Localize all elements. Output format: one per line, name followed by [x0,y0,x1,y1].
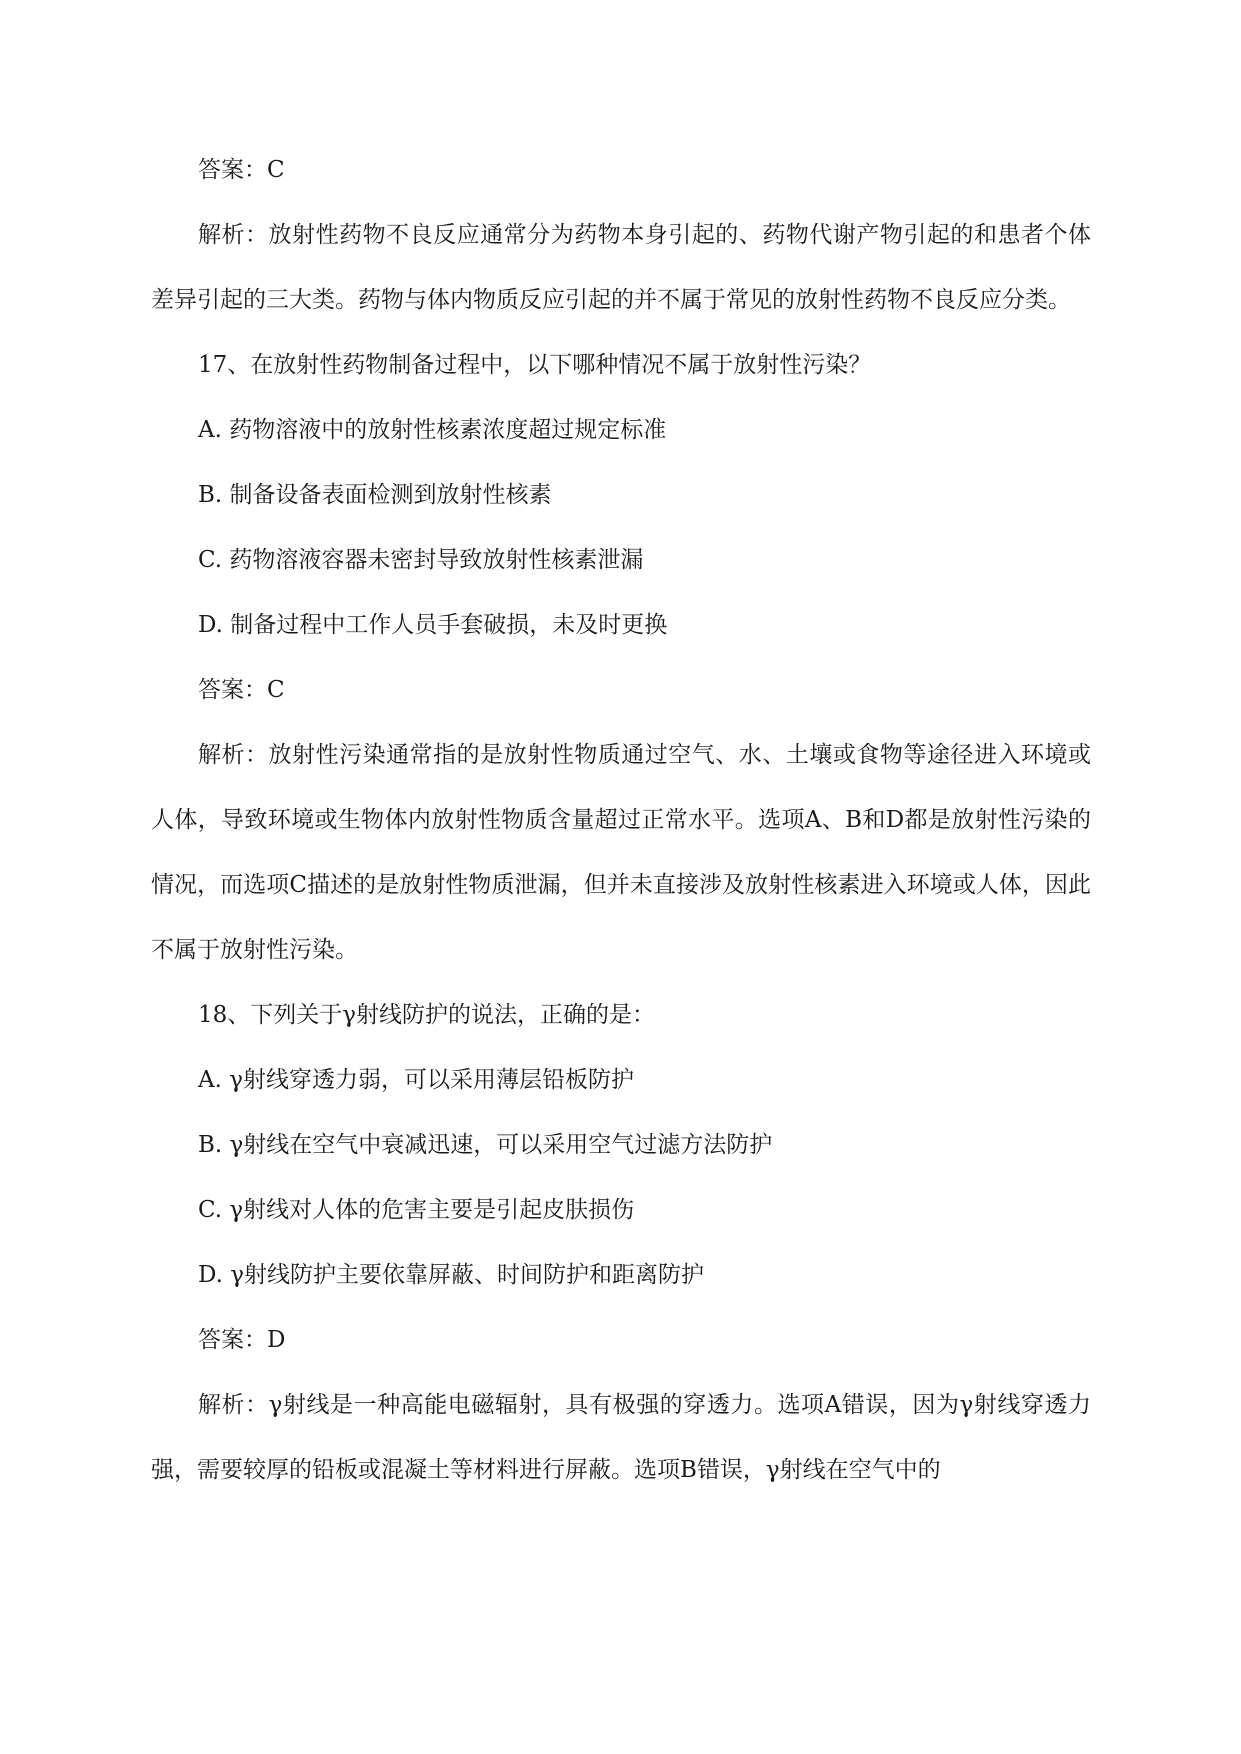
option-text: C. 药物溶液容器未密封导致放射性核素泄漏 [198,547,644,573]
option-text: D. γ射线防护主要依靠屏蔽、时间防护和距离防护 [198,1262,704,1288]
option-a [151,398,1091,463]
answer-text: 答案：C [198,677,285,703]
option-text: B. 制备设备表面检测到放射性核素 [198,482,552,508]
explanation-text: 解析：放射性药物不良反应通常分为药物本身引起的、药物代谢产物引起的和患者个体差异引起的三大类。药物与体内物质反应引起的并不属于常见的放射性药物不良反应分类。 [151,222,1091,313]
answer-text: 答案：D [198,1327,286,1353]
answer-line [151,658,1091,723]
option-b [151,463,1091,528]
option-a [151,1048,1091,1113]
answer-line [151,1308,1091,1373]
option-d [151,1243,1091,1308]
explanation-paragraph [151,203,1091,333]
question-18 [151,983,1091,1048]
option-text: A. 药物溶液中的放射性核素浓度超过规定标准 [198,417,667,443]
explanation-text: 解析：放射性污染通常指的是放射性物质通过空气、水、土壤或食物等途径进入环境或人体，导致环境或生物体内放射性物质含量超过正常水平。选项A、B和D都是放射性污染的情况，而选项C描述的是放射性物质泄漏，但并未直接涉及放射性核素进入环境或人体，因此不属于放射性污染。 [151,742,1091,963]
question-text: 18、下列关于γ射线防护的说法，正确的是： [198,1002,656,1028]
explanation-paragraph [151,723,1091,983]
option-b [151,1113,1091,1178]
option-c [151,528,1091,593]
option-text: A. γ射线穿透力弱，可以采用薄层铅板防护 [198,1067,634,1093]
option-d [151,593,1091,658]
explanation-text: 解析：γ射线是一种高能电磁辐射，具有极强的穿透力。选项A错误，因为γ射线穿透力强，需要较厚的铅板或混凝土等材料进行屏蔽。选项B错误，γ射线在空气中的 [151,1392,1091,1483]
question-text: 17、在放射性药物制备过程中，以下哪种情况不属于放射性污染？ [198,352,872,378]
explanation-paragraph [151,1373,1091,1503]
option-text: C. γ射线对人体的危害主要是引起皮肤损伤 [198,1197,635,1223]
answer-line [151,138,1091,203]
option-c [151,1178,1091,1243]
question-17 [151,333,1091,398]
document-body [151,138,1091,1503]
option-text: D. 制备过程中工作人员手套破损，未及时更换 [198,612,668,638]
answer-text: 答案：C [198,157,285,183]
option-text: B. γ射线在空气中衰减迅速，可以采用空气过滤方法防护 [198,1132,773,1158]
